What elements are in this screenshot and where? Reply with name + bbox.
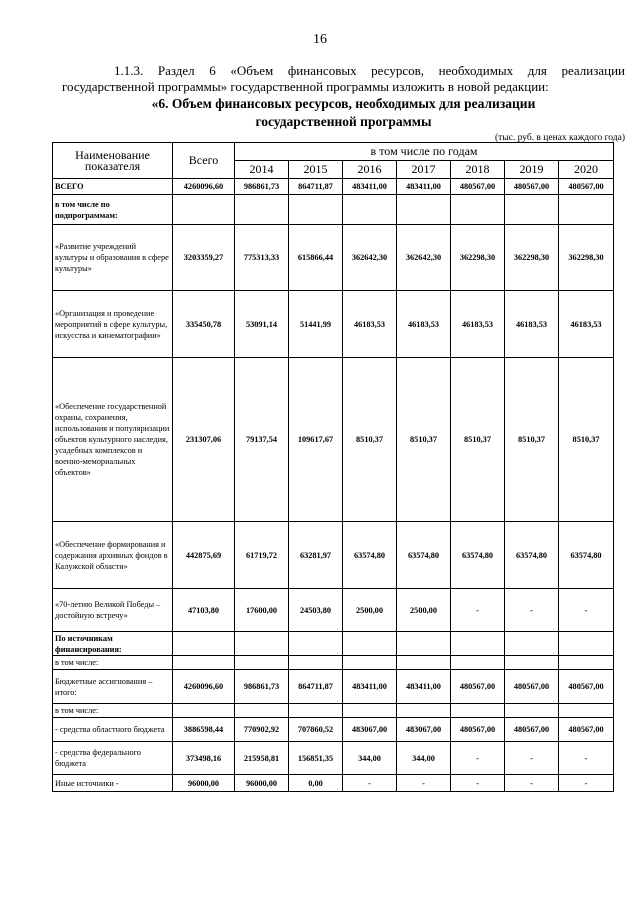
cell-year-value: - <box>451 775 505 792</box>
row-label: По источникам финансирования: <box>53 632 173 656</box>
table-row <box>53 775 614 792</box>
cell-total: 96000,00 <box>173 775 235 792</box>
cell-year-value: 483411,00 <box>397 670 451 704</box>
cell-year-value: 46183,53 <box>451 291 505 358</box>
cell-year-value: 344,00 <box>343 742 397 775</box>
cell-year-value: 480567,00 <box>559 718 614 742</box>
cell-year-value: 362642,30 <box>343 225 397 291</box>
cell-year-value: 51441,99 <box>289 291 343 358</box>
cell-year-value <box>559 704 614 718</box>
cell-year-value <box>235 195 289 225</box>
cell-year-value: 96000,00 <box>235 775 289 792</box>
row-label: «Организация и проведение мероприятий в сфере культуры, искусства и кинематографии» <box>53 291 173 358</box>
cell-year-value <box>289 195 343 225</box>
cell-year-value: - <box>505 775 559 792</box>
header-year: 2015 <box>289 161 343 179</box>
cell-year-value: 480567,00 <box>505 718 559 742</box>
header-name: Наименование показателя <box>53 143 173 179</box>
financial-resources-table <box>52 142 614 792</box>
cell-year-value: 8510,37 <box>559 358 614 522</box>
header-by-years: в том числе по годам <box>235 143 614 161</box>
cell-year-value: 53091,14 <box>235 291 289 358</box>
cell-year-value: 156851,35 <box>289 742 343 775</box>
cell-year-value: 864711,87 <box>289 670 343 704</box>
row-label: - средства областного бюджета <box>53 718 173 742</box>
cell-total <box>173 195 235 225</box>
cell-year-value <box>397 195 451 225</box>
section-heading <box>62 95 625 131</box>
table-row <box>53 670 614 704</box>
cell-year-value: 17600,00 <box>235 589 289 632</box>
cell-total: 4260096,60 <box>173 179 235 195</box>
cell-total: 3886598,44 <box>173 718 235 742</box>
cell-year-value <box>343 195 397 225</box>
cell-year-value: 63574,80 <box>559 522 614 589</box>
cell-year-value: 8510,37 <box>397 358 451 522</box>
cell-year-value: 215958,81 <box>235 742 289 775</box>
cell-year-value: 483067,00 <box>397 718 451 742</box>
cell-year-value: - <box>451 589 505 632</box>
cell-year-value: 480567,00 <box>451 718 505 742</box>
cell-total: 335450,78 <box>173 291 235 358</box>
cell-year-value <box>397 632 451 656</box>
table-row <box>53 195 614 225</box>
row-label: «Обеспечение формирования и содержания архивных фондов в Калужской области» <box>53 522 173 589</box>
intro-paragraph <box>62 63 625 95</box>
header-year: 2018 <box>451 161 505 179</box>
cell-year-value: 46183,53 <box>505 291 559 358</box>
cell-year-value <box>343 704 397 718</box>
cell-year-value <box>451 704 505 718</box>
cell-year-value <box>343 656 397 670</box>
table-row <box>53 742 614 775</box>
cell-total <box>173 656 235 670</box>
row-label: Бюджетные ассигнования – итого: <box>53 670 173 704</box>
row-label: в том числе: <box>53 656 173 670</box>
cell-year-value: 63574,80 <box>343 522 397 589</box>
cell-year-value: 483411,00 <box>397 179 451 195</box>
cell-year-value <box>505 704 559 718</box>
cell-year-value <box>289 704 343 718</box>
header-year: 2016 <box>343 161 397 179</box>
cell-year-value <box>289 632 343 656</box>
cell-year-value <box>235 704 289 718</box>
row-label: в том числе: <box>53 704 173 718</box>
heading-line-2: государственной программы <box>255 114 432 129</box>
cell-year-value: 46183,53 <box>343 291 397 358</box>
cell-year-value: 46183,53 <box>397 291 451 358</box>
cell-year-value: 483411,00 <box>343 670 397 704</box>
cell-year-value: 770902,92 <box>235 718 289 742</box>
cell-year-value: 8510,37 <box>451 358 505 522</box>
cell-year-value: - <box>505 742 559 775</box>
cell-total: 47103,80 <box>173 589 235 632</box>
cell-year-value <box>559 656 614 670</box>
cell-year-value: 480567,00 <box>451 179 505 195</box>
cell-year-value <box>559 632 614 656</box>
cell-total <box>173 704 235 718</box>
table-row <box>53 589 614 632</box>
header-year: 2014 <box>235 161 289 179</box>
cell-year-value <box>451 632 505 656</box>
cell-year-value: 864711,87 <box>289 179 343 195</box>
cell-year-value <box>505 632 559 656</box>
row-label: Иные источники - <box>53 775 173 792</box>
table-row <box>53 718 614 742</box>
cell-year-value: 63281,97 <box>289 522 343 589</box>
table-row <box>53 225 614 291</box>
header-total: Всего <box>173 143 235 179</box>
cell-total: 231307,06 <box>173 358 235 522</box>
cell-year-value: 344,00 <box>397 742 451 775</box>
cell-year-value: 986861,73 <box>235 670 289 704</box>
header-year: 2019 <box>505 161 559 179</box>
cell-year-value: 986861,73 <box>235 179 289 195</box>
cell-year-value: 63574,80 <box>505 522 559 589</box>
cell-year-value: 109617,67 <box>289 358 343 522</box>
cell-year-value <box>397 704 451 718</box>
cell-year-value: 46183,53 <box>559 291 614 358</box>
cell-year-value <box>235 632 289 656</box>
cell-year-value: 8510,37 <box>505 358 559 522</box>
cell-year-value: 480567,00 <box>505 179 559 195</box>
cell-year-value: 8510,37 <box>343 358 397 522</box>
units-note: (тыс. руб. в ценах каждого года) <box>494 133 625 143</box>
cell-year-value <box>289 656 343 670</box>
cell-year-value: - <box>559 589 614 632</box>
row-label: в том числе по подпрограммам: <box>53 195 173 225</box>
table-body <box>53 179 614 792</box>
cell-year-value: - <box>451 742 505 775</box>
cell-year-value: 775313,33 <box>235 225 289 291</box>
cell-year-value: 0,00 <box>289 775 343 792</box>
cell-year-value: - <box>559 742 614 775</box>
cell-year-value: 362298,30 <box>451 225 505 291</box>
cell-year-value: 480567,00 <box>559 179 614 195</box>
cell-year-value: 2500,00 <box>397 589 451 632</box>
cell-year-value: - <box>505 589 559 632</box>
cell-year-value: 480567,00 <box>559 670 614 704</box>
cell-total: 3203359,27 <box>173 225 235 291</box>
table-row <box>53 656 614 670</box>
table-row <box>53 179 614 195</box>
cell-year-value: 615866,44 <box>289 225 343 291</box>
row-label: «Развитие учреждений культуры и образования в сфере культуры» <box>53 225 173 291</box>
header-year: 2020 <box>559 161 614 179</box>
cell-year-value: 362642,30 <box>397 225 451 291</box>
cell-year-value: 362298,30 <box>559 225 614 291</box>
table-row <box>53 522 614 589</box>
cell-year-value <box>343 632 397 656</box>
cell-total: 442875,69 <box>173 522 235 589</box>
cell-year-value: 79137,54 <box>235 358 289 522</box>
cell-year-value: 480567,00 <box>505 670 559 704</box>
table-row <box>53 632 614 656</box>
cell-total: 4260096,60 <box>173 670 235 704</box>
table-row <box>53 358 614 522</box>
cell-year-value: - <box>343 775 397 792</box>
cell-year-value: 707860,52 <box>289 718 343 742</box>
row-label: ВСЕГО <box>53 179 173 195</box>
cell-year-value <box>451 195 505 225</box>
cell-year-value: 63574,80 <box>451 522 505 589</box>
page-number: 16 <box>313 32 327 47</box>
cell-year-value: 63574,80 <box>397 522 451 589</box>
intro-line-1: 1.1.3. Раздел 6 «Объем финансовых ресурсов, необходимых для реализации <box>114 63 625 78</box>
table-row <box>53 291 614 358</box>
cell-year-value: 362298,30 <box>505 225 559 291</box>
cell-year-value: - <box>397 775 451 792</box>
cell-year-value: - <box>559 775 614 792</box>
row-label: - средства федерального бюджета <box>53 742 173 775</box>
cell-year-value <box>505 195 559 225</box>
cell-year-value: 61719,72 <box>235 522 289 589</box>
cell-year-value: 483067,00 <box>343 718 397 742</box>
cell-year-value <box>505 656 559 670</box>
cell-year-value <box>559 195 614 225</box>
cell-year-value: 24503,80 <box>289 589 343 632</box>
row-label: «Обеспечение государственной охраны, сохранения, использования и популяризации объектов культурного наследия, усадебных комплексов и военно-мемориальных объектов» <box>53 358 173 522</box>
cell-year-value: 480567,00 <box>451 670 505 704</box>
header-year: 2017 <box>397 161 451 179</box>
cell-year-value: 2500,00 <box>343 589 397 632</box>
row-label: «70-летию Великой Победы – достойную встречу» <box>53 589 173 632</box>
cell-total: 373498,16 <box>173 742 235 775</box>
intro-line-2: государственной программы» государственной программы изложить в новой редакции: <box>62 79 549 94</box>
table-row <box>53 704 614 718</box>
cell-total <box>173 632 235 656</box>
cell-year-value <box>397 656 451 670</box>
cell-year-value: 483411,00 <box>343 179 397 195</box>
cell-year-value <box>451 656 505 670</box>
heading-line-1: «6. Объем финансовых ресурсов, необходимых для реализации <box>151 96 536 111</box>
cell-year-value <box>235 656 289 670</box>
